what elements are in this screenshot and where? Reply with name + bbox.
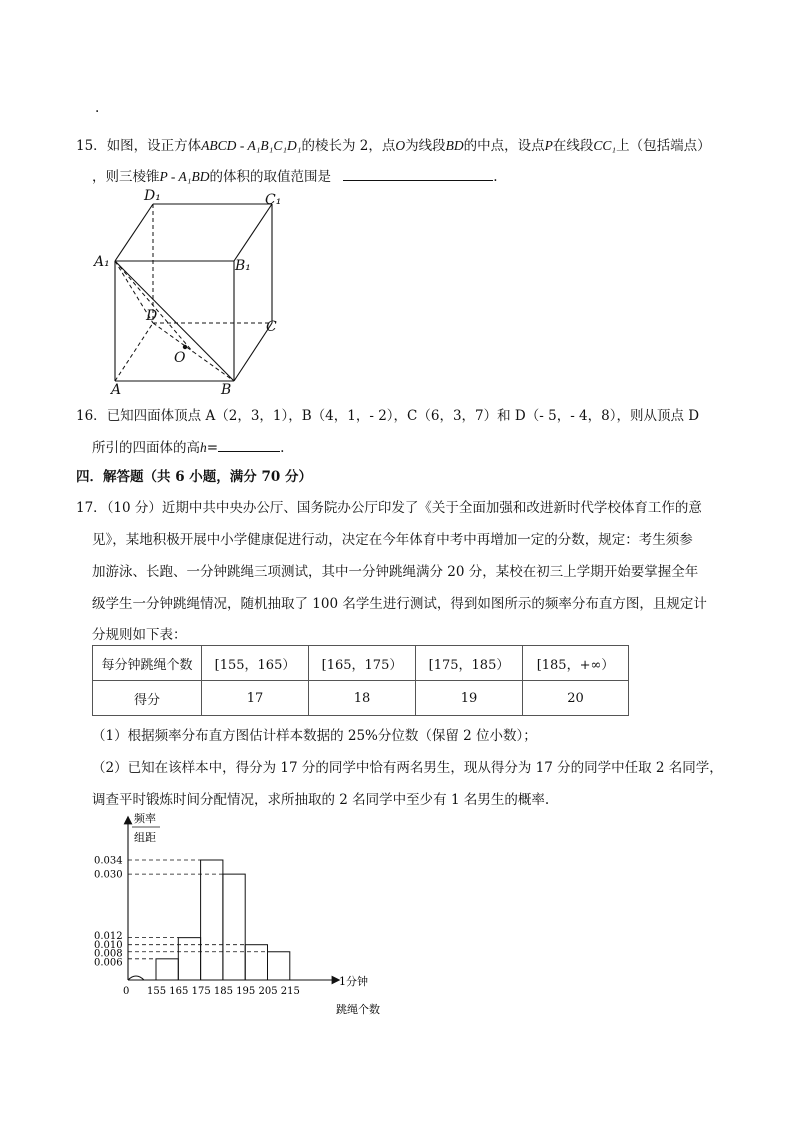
- x-tick-label: 215: [280, 986, 300, 997]
- histogram-bar: [245, 945, 267, 980]
- hidden-segment-a1-o: [115, 261, 193, 352]
- q16-eq: =: [206, 440, 219, 456]
- x-tick-label: 205: [258, 986, 278, 997]
- label-a1: A₁: [94, 254, 110, 270]
- q15-text-c: 为线段: [405, 138, 446, 154]
- y-tick-label: 0.008: [94, 948, 123, 960]
- q16-h: h: [200, 440, 207, 455]
- q15-segment-cc1: CC₁: [593, 138, 617, 153]
- histogram-gridlines: [128, 860, 268, 959]
- table-cell: 17: [202, 681, 309, 716]
- q17-part2-line1: （2）已知在该样本中，得分为 17 分的同学中恰有两名男生，现从得分为 17 分的同学中任取 2 名同学，: [92, 760, 723, 776]
- histogram-bar: [156, 959, 178, 980]
- table-row: [93, 646, 629, 681]
- label-c: C: [266, 319, 277, 335]
- q16-end: .: [280, 440, 285, 456]
- q15-point-p: P: [544, 138, 553, 153]
- q15-text-h: 的体积的取值范围是: [209, 169, 331, 185]
- q15-answer-blank[interactable]: [343, 166, 493, 181]
- q15-text-a: 如图，设正方体: [106, 138, 202, 154]
- table-cell: [175，185）: [416, 646, 523, 681]
- q17-part1: （1）根据频率分布直方图估计样本数据的 25%分位数（保留 2 位小数）；: [92, 728, 537, 744]
- y-tick-label: 0.030: [94, 869, 123, 881]
- section-4-title: 四．解答题（共 6 小题，满分 70 分）: [76, 469, 312, 485]
- q15-dash: -: [236, 138, 248, 153]
- y-tick-label: 0.034: [94, 855, 123, 867]
- histogram-bar: [223, 874, 245, 980]
- x-tick-label: 185: [213, 986, 233, 997]
- q17-line5: 分规则如下表：: [92, 627, 187, 643]
- q16-number: 16．: [76, 408, 107, 424]
- q16-line1: [76, 404, 699, 424]
- table-header-cell: 得分: [93, 681, 202, 716]
- x-axis-label-line2: 跳绳个数: [336, 1003, 380, 1016]
- point-o-dot: [183, 345, 187, 349]
- q15-line1: [76, 134, 711, 154]
- axis-break-mark: [128, 976, 144, 980]
- q15-number: 15．: [76, 138, 107, 154]
- q17-part2-line2: 调查平时锻炼时间分配情况，求所抽取的 2 名同学中至少有 1 名男生的概率.: [92, 792, 550, 808]
- q17-line2: 见》，某地积极开展中小学健康促进行动，决定在今年体育中考中再增加一定的分数，规定：考生须参: [92, 532, 693, 548]
- histogram-bar: [268, 952, 290, 980]
- q15-cube-name: ABCD: [201, 138, 237, 153]
- x-axis-label-line1: 1分钟: [339, 975, 368, 988]
- x-tick-labels: [147, 986, 300, 997]
- cube-figure: [90, 186, 290, 398]
- table-cell: [155，165）: [202, 646, 309, 681]
- score-table: [92, 645, 629, 716]
- y-tick-labels: [94, 856, 123, 969]
- frequency-histogram: [92, 810, 412, 1022]
- table-row: [93, 681, 629, 716]
- q15-end: .: [493, 169, 498, 185]
- q17-line3: 加游泳、长跑、一分钟跳绳三项测试，其中一分钟跳绳满分 20 分，某校在初三上学期开始要掌握全年: [92, 564, 699, 580]
- q16-answer-blank[interactable]: [218, 437, 280, 452]
- x-tick-label: 155: [147, 986, 167, 997]
- table-cell: 18: [309, 681, 416, 716]
- q15-segment-bd: BD: [445, 138, 464, 153]
- table-cell: [185，+∞）: [523, 646, 629, 681]
- y-axis-label-top: 频率: [134, 812, 156, 825]
- x-tick-label: 195: [236, 986, 256, 997]
- q15-text-d: 的中点，设点: [463, 138, 545, 154]
- label-a: A: [111, 382, 122, 398]
- top-dot: .: [95, 100, 100, 116]
- histogram-bars: [156, 860, 290, 980]
- q16-text-2: 所引的四面体的高: [92, 440, 200, 456]
- hidden-edge-a-d: [115, 323, 153, 381]
- y-tick-label: 0.010: [94, 940, 123, 952]
- label-d1: D₁: [144, 188, 161, 204]
- q15-text-g: ，则三棱锥: [92, 169, 160, 185]
- y-tick-label: 0.006: [94, 957, 123, 969]
- label-o: O: [174, 350, 186, 366]
- q17-line4: 级学生一分钟跳绳情况，随机抽取了 100 名学生进行测试，得到如图所示的频率分布直方图，且规定计: [92, 596, 707, 612]
- table-cell: 20: [523, 681, 629, 716]
- label-b1: B₁: [235, 258, 251, 274]
- label-b: B: [221, 382, 232, 398]
- y-tick-label: 0.012: [94, 931, 123, 943]
- hidden-segment-d-b: [153, 323, 234, 381]
- histogram-bar: [201, 860, 223, 980]
- x-tick-label: 175: [191, 986, 211, 997]
- q15-pyramid: P - A₁BD: [159, 169, 210, 184]
- q15-line2: [92, 165, 498, 185]
- y-axis-label-bottom: 组距: [134, 831, 156, 844]
- q17-number: 17．: [76, 500, 107, 516]
- histogram-bar: [178, 938, 200, 980]
- q16-text-1: 已知四面体顶点 A（2，3，1），B（4，1，- 2），C（6，3，7）和 D（- 5，- 4，8），则从顶点 D: [106, 408, 700, 424]
- q15-cube-name2: A₁B₁C₁D₁: [247, 138, 302, 153]
- q15-text-b: 的棱长为 2，点: [301, 138, 396, 154]
- q15-point-o: O: [395, 138, 406, 153]
- q16-line2: [92, 436, 284, 456]
- q15-text-e: 在线段: [552, 138, 594, 154]
- q17-text-1: （10 分）近期中共中央办公厅、国务院办公厅印发了《关于全面加强和改进新时代学校体育工作的意: [106, 500, 702, 516]
- q17-line1: [76, 496, 702, 516]
- x-tick-label: 165: [169, 986, 189, 997]
- edge-a1-d1: [115, 204, 153, 261]
- edge-b1-c1: [234, 204, 272, 261]
- table-header-cell: 每分钟跳绳个数: [93, 646, 202, 681]
- label-d: D: [146, 308, 158, 324]
- origin-label: 0: [123, 986, 130, 997]
- table-cell: [165，175）: [309, 646, 416, 681]
- label-c1: C₁: [265, 192, 282, 208]
- table-cell: 19: [416, 681, 523, 716]
- q15-text-f: 上（包括端点）: [616, 138, 711, 154]
